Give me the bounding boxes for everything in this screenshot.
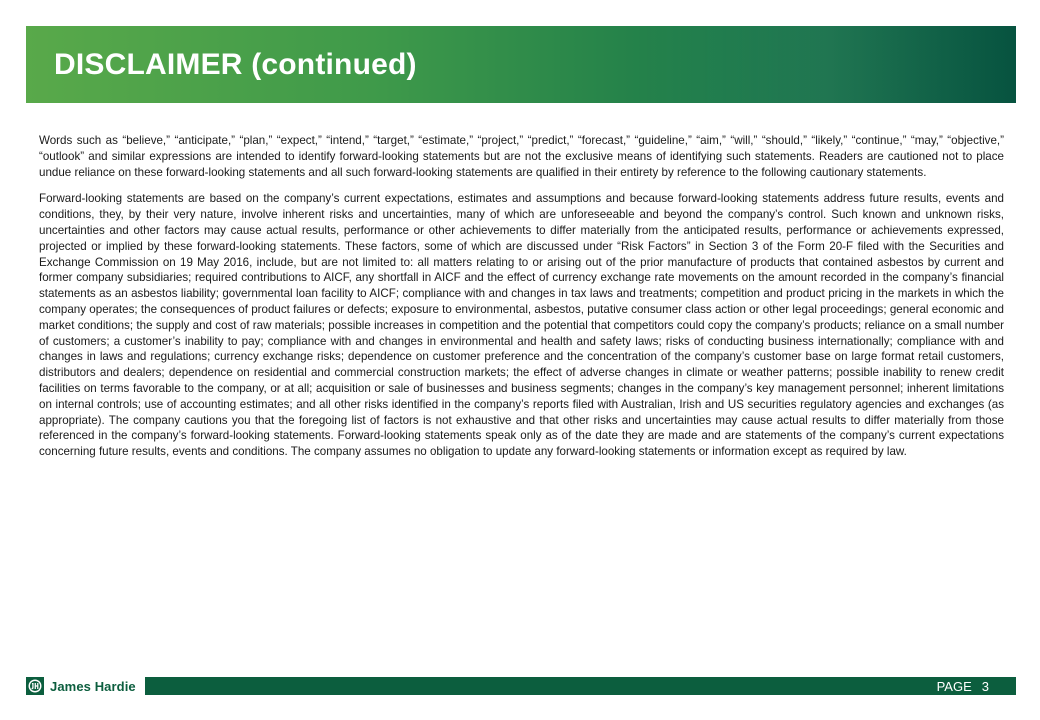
footer-bar — [145, 677, 1016, 695]
company-logo — [26, 676, 136, 696]
logo-text: James Hardie — [50, 678, 136, 694]
disclaimer-body — [39, 133, 1004, 471]
title-banner — [26, 26, 1016, 103]
page-number: 3 — [981, 679, 989, 694]
page-label: PAGE — [936, 679, 972, 694]
disclaimer-paragraph-2: Forward-looking statements are based on the company’s current expectations, estimates and assumptions and because forward-looking statements address future results, events and conditions, they, by their very nature, involve inherent risks and uncertainties, many of which are unforeseeable and beyond the company’s control. Such known and unknown risks, uncertainties and other factors may cause actual results, performance or other achievements to differ materially from the anticipated results, performance or achievements expressed, projected or implied by these forward-looking statements. These factors, some of which are discussed under “Risk Factors” in Section 3 of the Form 20-F filed with the Securities and Exchange Commission on 19 May 2016, include, but are not limited to: all matters relating to or arising out of the prior manufacture of products that contained asbestos by current and former company subsidiaries; required contributions to AICF, any shortfall in AICF and the effect of currency exchange rate movements on the amount recorded in the company’s financial statements as an asbestos liability; governmental loan facility to AICF; compliance with and changes in tax laws and treatments; competition and product pricing in the markets in which the company operates; the consequences of product failures or defects; exposure to environmental, asbestos, putative consumer class action or other legal proceedings; general economic and market conditions; the supply and cost of raw materials; possible increases in competition and the potential that competitors could copy the company’s products; reliance on a small number of customers; a customer’s inability to pay; compliance with and changes in environmental and health and safety laws; risks of conducting business internationally; compliance with and changes in laws and regulations; currency exchange risks; dependence on customer preference and the concentration of the company’s customer base on large format retail customers, distributors and dealers; dependence on residential and commercial construction markets; the effect of adverse changes in climate or weather patterns; possible inability to renew credit facilities on terms favorable to the company, or at all; acquisition or sale of businesses and business segments; changes in the company’s key management personnel; inherent limitations on internal controls; use of accounting estimates; and all other risks identified in the company’s reports filed with Australian, Irish and US securities regulatory agencies and exchanges (as appropriate). The company cautions you that the foregoing list of factors is not exhaustive and that other risks and uncertainties may cause actual results to differ materially from those referenced in the company’s forward-looking statements. Forward-looking statements speak only as of the date they are made and are statements of the company’s current expectations concerning future results, events and conditions. The company assumes no obligation to update any forward-looking statements or information except as required by law. — [39, 192, 1004, 459]
disclaimer-paragraph-1: Words such as “believe,” “anticipate,” “plan,” “expect,” “intend,” “target,” “estimate,” “project,” “predict,” “forecast,” “guideline,” “aim,” “will,” “should,” “likely,” “continue,” “may,” “objective,” “outlook” and similar expressions are intended to identify forward-looking statements but are not the exclusive means of identifying such statements. Readers are cautioned not to place undue reliance on these forward-looking statements and all such forward-looking statements are qualified in their entirety by reference to the following cautionary statements. — [39, 134, 1004, 179]
page-indicator — [937, 678, 989, 695]
page-title: DISCLAIMER (continued) — [54, 48, 417, 81]
title-banner-sheen — [636, 26, 1016, 103]
james-hardie-logo-icon — [26, 677, 44, 695]
